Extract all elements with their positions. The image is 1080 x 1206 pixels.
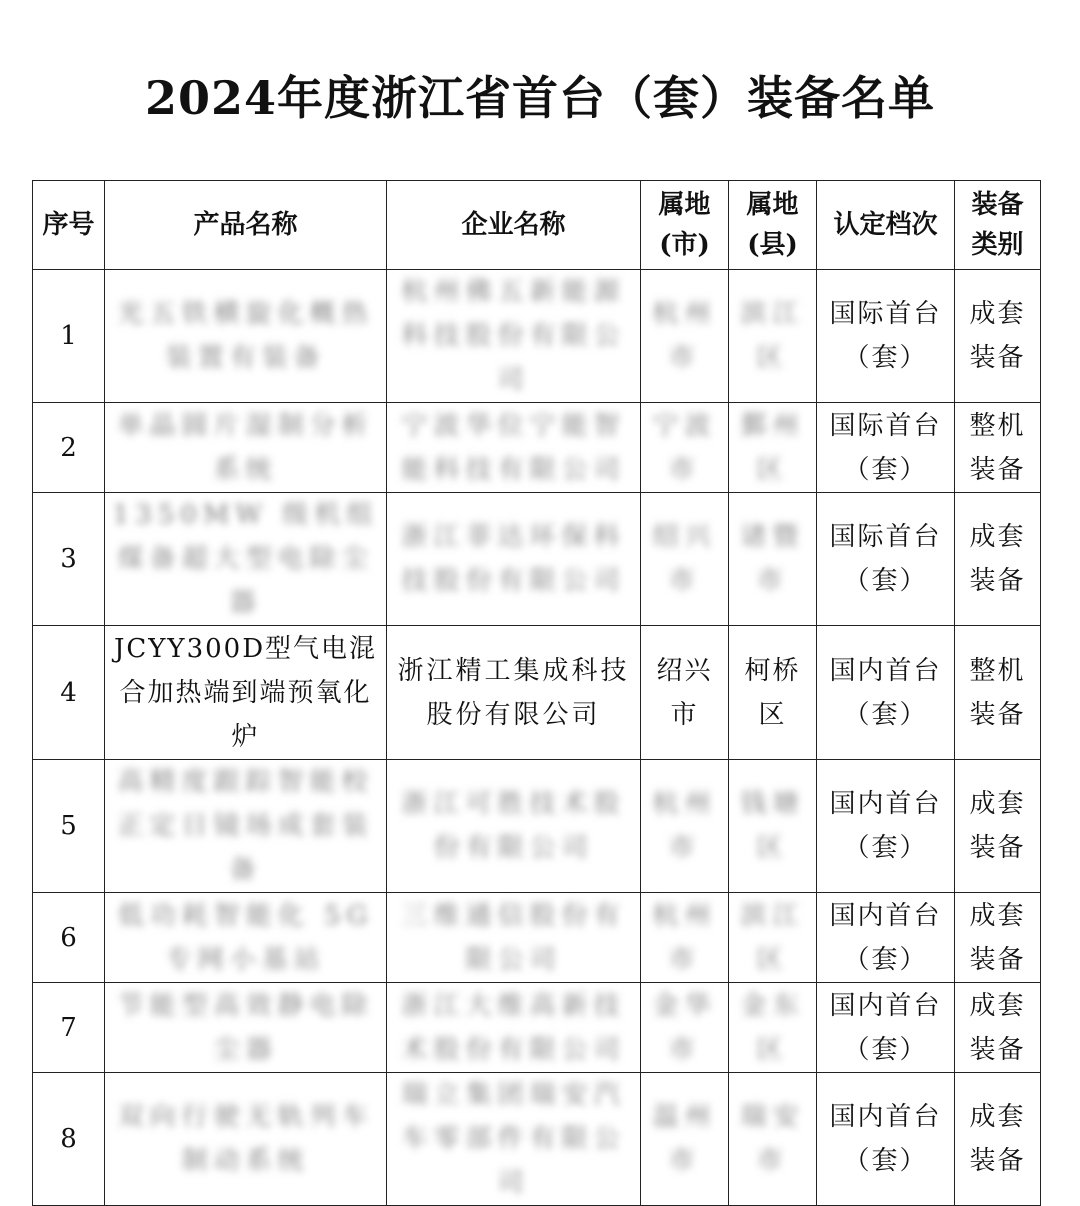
col-header-city: 属地(市) — [641, 181, 729, 270]
cell-level: 国际首台（套） — [817, 270, 955, 403]
cell-city-blurred: 温州市 — [641, 1073, 729, 1206]
cell-seq: 1 — [33, 270, 105, 403]
cell-county-blurred: 金东区 — [729, 983, 817, 1073]
cell-enterprise-blurred: 三维通信股份有限公司 — [387, 893, 641, 983]
cell-category: 整机装备 — [955, 626, 1041, 760]
cell-level: 国内首台（套） — [817, 893, 955, 983]
cell-enterprise-blurred: 浙江可胜技术股份有限公司 — [387, 760, 641, 893]
cell-level: 国际首台（套） — [817, 493, 955, 626]
col-header-product: 产品名称 — [105, 181, 387, 270]
cell-category: 成套装备 — [955, 760, 1041, 893]
cell-seq: 2 — [33, 403, 105, 493]
cell-seq: 6 — [33, 893, 105, 983]
cell-enterprise-blurred: 浙江大维高新技术股份有限公司 — [387, 983, 641, 1073]
table-row-highlighted — [33, 626, 1041, 760]
cell-level: 国内首台（套） — [817, 626, 955, 760]
table-row — [33, 270, 1041, 403]
cell-enterprise-blurred: 浙江菲达环保科技股份有限公司 — [387, 493, 641, 626]
col-header-level: 认定档次 — [817, 181, 955, 270]
cell-seq: 4 — [33, 626, 105, 760]
col-header-county: 属地(县) — [729, 181, 817, 270]
table-row — [33, 760, 1041, 893]
cell-product-blurred: 节能型高效静电除尘器 — [105, 983, 387, 1073]
cell-category: 成套装备 — [955, 893, 1041, 983]
cell-county-blurred: 滨江区 — [729, 893, 817, 983]
cell-county: 柯桥区 — [729, 626, 817, 760]
col-header-enterprise: 企业名称 — [387, 181, 641, 270]
cell-enterprise-blurred: 瑞立集团瑞安汽车零部件有限公司 — [387, 1073, 641, 1206]
cell-county-blurred: 滨江区 — [729, 270, 817, 403]
cell-city-blurred: 宁波市 — [641, 403, 729, 493]
cell-county-blurred: 钱塘区 — [729, 760, 817, 893]
header-row — [33, 181, 1041, 270]
cell-product-blurred: 光五铁横旋化概热装置有装备 — [105, 270, 387, 403]
cell-county-blurred: 诸暨市 — [729, 493, 817, 626]
col-header-seq: 序号 — [33, 181, 105, 270]
cell-city-blurred: 绍兴市 — [641, 493, 729, 626]
cell-county-blurred: 鄞州区 — [729, 403, 817, 493]
cell-county-blurred: 瑞安市 — [729, 1073, 817, 1206]
cell-enterprise-blurred: 宁波华位宁能智能科技有限公司 — [387, 403, 641, 493]
cell-seq: 7 — [33, 983, 105, 1073]
table-row — [33, 493, 1041, 626]
cell-category: 成套装备 — [955, 983, 1041, 1073]
table-row — [33, 1073, 1041, 1206]
table-row — [33, 893, 1041, 983]
page-title: 2024年度浙江省首台（套）装备名单 — [144, 71, 936, 125]
cell-city-blurred: 杭州市 — [641, 760, 729, 893]
cell-city-blurred: 杭州市 — [641, 270, 729, 403]
cell-level: 国内首台（套） — [817, 1073, 955, 1206]
cell-city-blurred: 杭州市 — [641, 893, 729, 983]
cell-category: 成套装备 — [955, 270, 1041, 403]
cell-city: 绍兴市 — [641, 626, 729, 760]
cell-level: 国际首台（套） — [817, 403, 955, 493]
cell-enterprise-blurred: 杭州佛五新能源科技股份有限公司 — [387, 270, 641, 403]
cell-enterprise: 浙江精工集成科技股份有限公司 — [387, 626, 641, 760]
cell-product-blurred: 双向行驶无轨列车制动系统 — [105, 1073, 387, 1206]
equipment-table — [32, 180, 1041, 1206]
cell-seq: 3 — [33, 493, 105, 626]
cell-category: 成套装备 — [955, 493, 1041, 626]
cell-city-blurred: 金华市 — [641, 983, 729, 1073]
cell-product-blurred: 1350MW 级机组煤备超大型电除尘器 — [105, 493, 387, 626]
cell-product-blurred: 单晶圆片湿制分析系统 — [105, 403, 387, 493]
cell-seq: 8 — [33, 1073, 105, 1206]
cell-level: 国内首台（套） — [817, 760, 955, 893]
cell-product-blurred: 低功耗智能化 5G 专网小基站 — [105, 893, 387, 983]
cell-product-blurred: 高精度跟踪智能校正定日镜场成套装备 — [105, 760, 387, 893]
cell-level: 国内首台（套） — [817, 983, 955, 1073]
cell-category: 成套装备 — [955, 1073, 1041, 1206]
cell-category: 整机装备 — [955, 403, 1041, 493]
col-header-category: 装备类别 — [955, 181, 1041, 270]
cell-seq: 5 — [33, 760, 105, 893]
cell-product: JCYY300D型气电混合加热端到端预氧化炉 — [105, 626, 387, 760]
table-row — [33, 403, 1041, 493]
table-row — [33, 983, 1041, 1073]
